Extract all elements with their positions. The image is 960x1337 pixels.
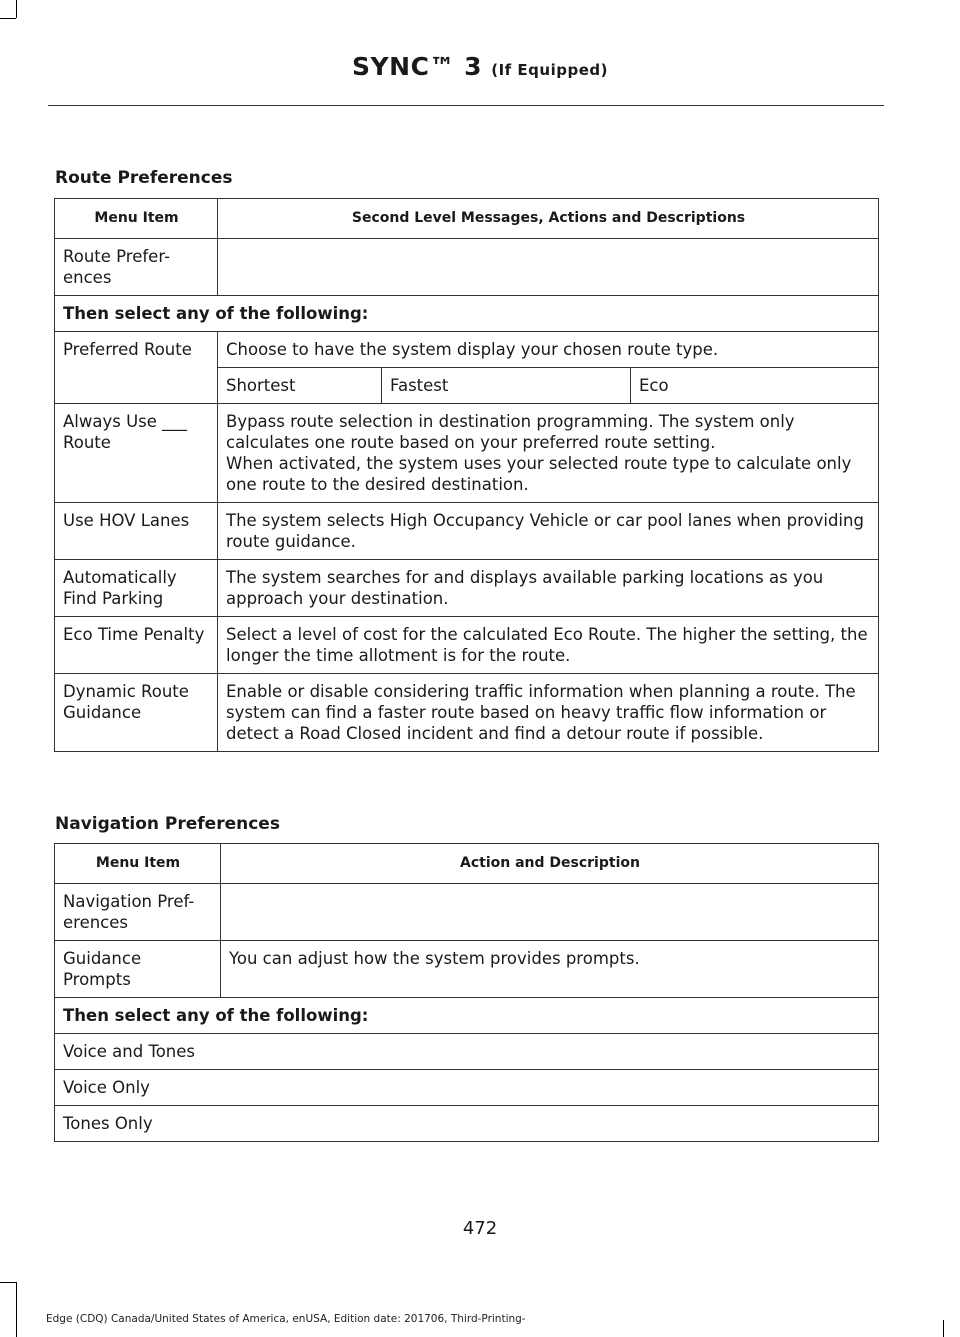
description-cell: Select a level of cost for the calculated Eco Route. The higher the setting, the longer the time allotment is for the route. — [218, 617, 879, 674]
table-row — [55, 239, 879, 296]
option-cell: Voice Only — [55, 1070, 879, 1106]
table-row — [55, 617, 879, 674]
description-cell — [218, 404, 879, 503]
then-select-cell: Then select any of the following: — [55, 998, 879, 1034]
table-row — [55, 296, 879, 332]
menu-item-cell: Guidance Prompts — [55, 941, 221, 998]
menu-item-cell: Preferred Route — [55, 332, 218, 404]
crop-mark-top-left-v — [16, 0, 17, 18]
crop-mark-top-left-h — [0, 18, 16, 19]
table-row — [55, 332, 879, 368]
page-footer: Edge (CDQ) Canada/United States of America, enUSA, Edition date: 201706, Third-Printing- — [46, 1313, 526, 1325]
table-row — [55, 404, 879, 503]
menu-item-cell: Use HOV Lanes — [55, 503, 218, 560]
column-header-description: Second Level Messages, Actions and Descriptions — [218, 199, 879, 239]
description-cell: You can adjust how the system provides prompts. — [221, 941, 879, 998]
then-select-cell: Then select any of the following: — [55, 296, 879, 332]
route-preferences-title: Route Preferences — [55, 168, 233, 188]
table-row — [55, 1106, 879, 1142]
description-cell — [221, 884, 879, 941]
table-row — [55, 503, 879, 560]
column-header-description: Action and Description — [221, 844, 879, 884]
table-row — [55, 941, 879, 998]
menu-item-cell: Navigation Pref-erences — [55, 884, 221, 941]
menu-item-cell: Dynamic Route Guidance — [55, 674, 218, 752]
option-cell: Shortest — [218, 368, 382, 404]
column-header-menu-item: Menu Item — [55, 199, 218, 239]
navigation-preferences-title: Navigation Preferences — [55, 814, 280, 834]
page-header — [0, 52, 960, 81]
option-cell: Fastest — [382, 368, 631, 404]
description-cell: The system selects High Occupancy Vehicle or car pool lanes when providing route guidance. — [218, 503, 879, 560]
header-rule — [48, 105, 884, 106]
description-text: Bypass route selection in destination programming. The system only calculates one route based on your preferred route setting. — [226, 412, 795, 452]
table-row — [55, 884, 879, 941]
table-row — [55, 560, 879, 617]
table-header-row — [55, 199, 879, 239]
menu-item-cell: Eco Time Penalty — [55, 617, 218, 674]
header-title: SYNC™ 3 — [352, 52, 483, 81]
crop-mark-bottom-left-v — [16, 1282, 17, 1337]
menu-item-cell: Always Use ___ Route — [55, 404, 218, 503]
option-cell: Voice and Tones — [55, 1034, 879, 1070]
header-subtitle: (If Equipped) — [491, 61, 608, 79]
page-number: 472 — [462, 1218, 498, 1239]
table-row — [55, 1034, 879, 1070]
menu-item-cell: Automatically Find Parking — [55, 560, 218, 617]
description-cell: Enable or disable considering traffic information when planning a route. The system can find a faster route based on heavy traffic flow information or detect a Road Closed incident and find a detour route if possible. — [218, 674, 879, 752]
table-header-row — [55, 844, 879, 884]
description-text: When activated, the system uses your selected route type to calculate only one route to the desired destination. — [226, 454, 852, 494]
crop-mark-bottom-right-v — [943, 1320, 944, 1337]
option-cell: Tones Only — [55, 1106, 879, 1142]
description-cell: The system searches for and displays available parking locations as you approach your destination. — [218, 560, 879, 617]
menu-item-cell: Route Prefer-ences — [55, 239, 218, 296]
navigation-preferences-table — [54, 843, 879, 1142]
table-row — [55, 998, 879, 1034]
column-header-menu-item: Menu Item — [55, 844, 221, 884]
option-cell: Eco — [631, 368, 879, 404]
crop-mark-bottom-left-h — [0, 1282, 16, 1283]
table-row — [55, 1070, 879, 1106]
route-preferences-table — [54, 198, 879, 752]
description-cell: Choose to have the system display your chosen route type. — [218, 332, 879, 368]
description-cell — [218, 239, 879, 296]
table-row — [55, 674, 879, 752]
